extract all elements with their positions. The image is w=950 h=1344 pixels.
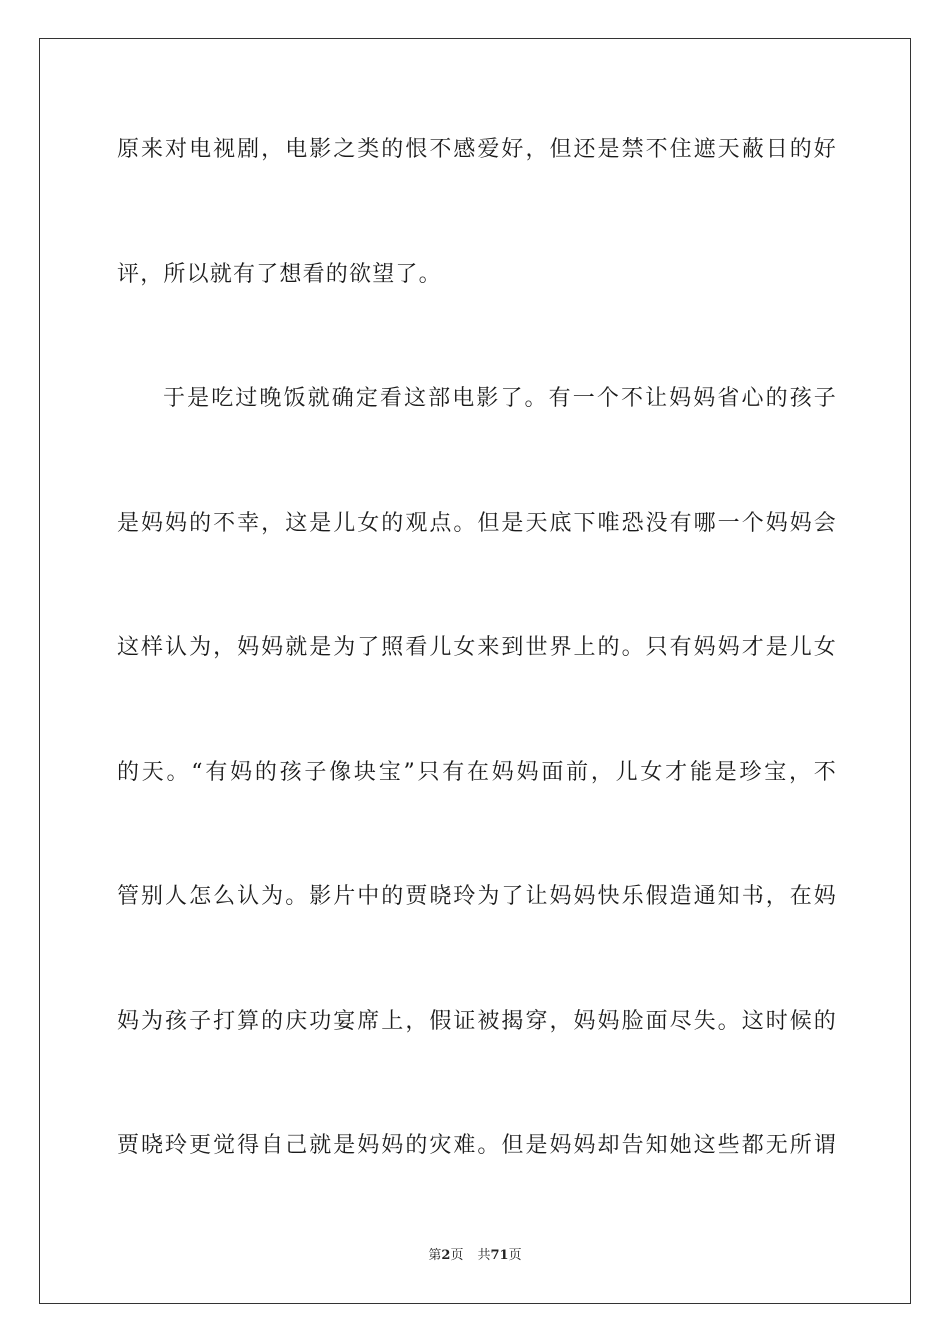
footer-page-suffix: 页 — [450, 1248, 464, 1263]
footer-prefix: 第 — [428, 1248, 442, 1263]
footer-total-suffix: 页 — [508, 1248, 522, 1263]
text-line: 原来对电视剧，电影之类的恨不感爱好，但还是禁不住遮天蔽日的好 — [117, 137, 837, 162]
footer-total-prefix: 共 — [477, 1248, 491, 1263]
text-line: 管别人怎么认为。影片中的贾晓玲为了让妈妈快乐假造通知书，在妈 — [117, 884, 837, 909]
page-border — [39, 38, 911, 1304]
total-pages-number: 71 — [490, 1248, 509, 1263]
text-line: 妈为孩子打算的庆功宴席上，假证被揭穿，妈妈脸面尽失。这时候的 — [117, 1009, 837, 1034]
text-line: 是妈妈的不幸，这是儿女的观点。但是天底下唯恐没有哪一个妈妈会 — [117, 511, 837, 536]
current-page-number: 2 — [441, 1248, 451, 1263]
text-line: 贾晓玲更觉得自己就是妈妈的灾难。但是妈妈却告知她这些都无所谓 — [117, 1133, 837, 1158]
text-line: 评，所以就有了想看的欲望了。 — [117, 262, 442, 287]
text-line: 的天。“有妈的孩子像块宝”只有在妈妈面前，儿女才能是珍宝，不 — [117, 760, 837, 785]
text-line: 这样认为，妈妈就是为了照看儿女来到世界上的。只有妈妈才是儿女 — [117, 635, 837, 660]
text-line: 于是吃过晚饭就确定看这部电影了。有一个不让妈妈省心的孩子 — [163, 386, 837, 411]
page-footer — [0, 1247, 950, 1265]
